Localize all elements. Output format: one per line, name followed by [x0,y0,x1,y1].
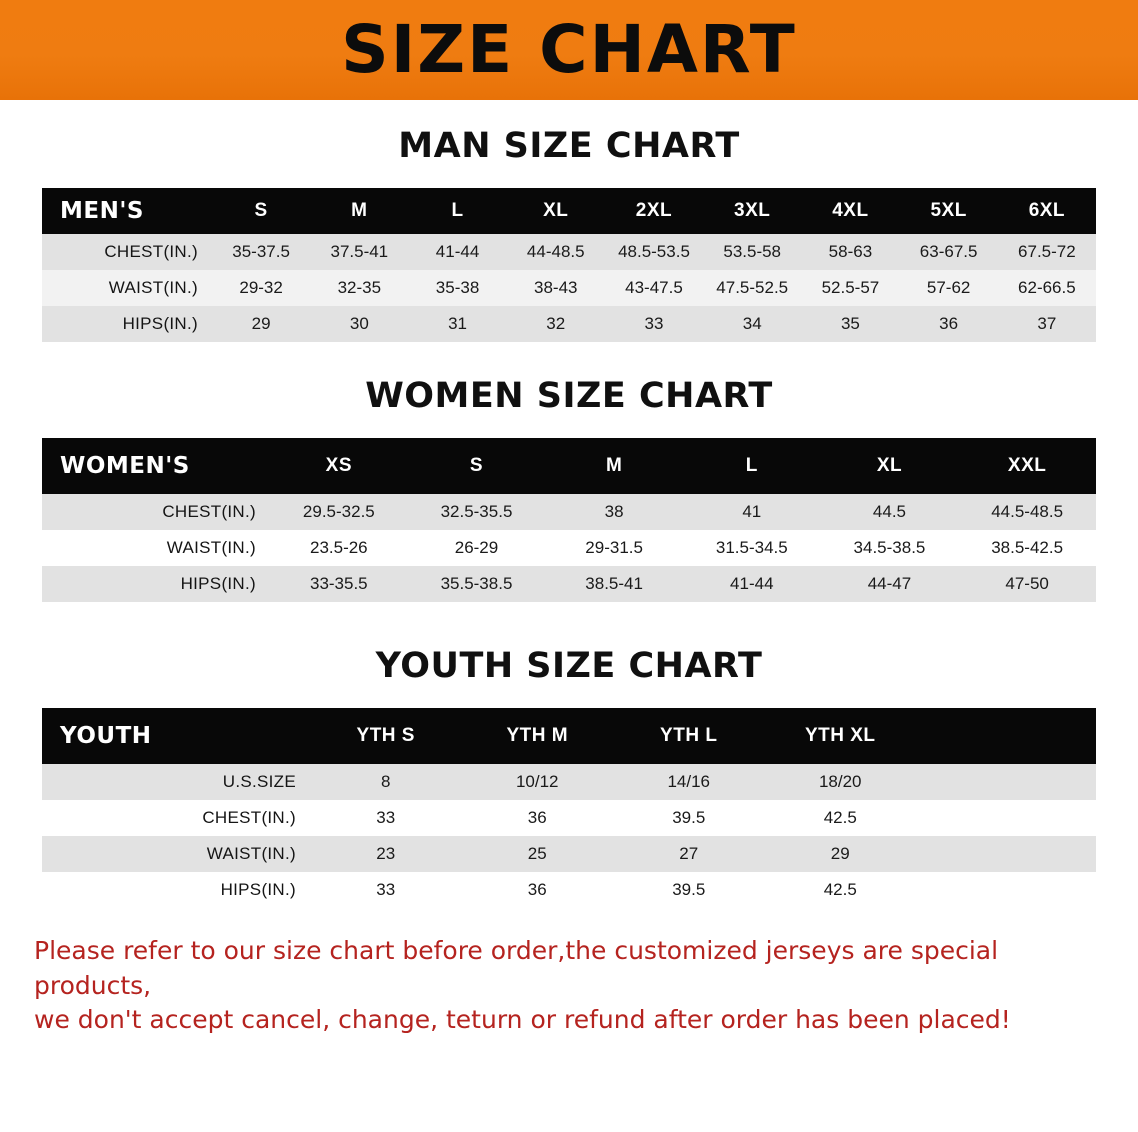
size-chart-banner [0,0,1138,100]
women-table-wrapper [42,438,1096,602]
youth-cell-3-3: 42.5 [823,880,857,899]
women-col-header-4: XL [876,455,903,476]
man-cell-2-0: 29 [251,314,271,333]
man-cell-2-7: 36 [939,314,959,333]
youth-col-header-spacer [916,708,1096,764]
women-cell-1-4: 34.5-38.5 [853,538,926,557]
youth-cell-1-3: 42.5 [823,808,857,827]
man-cell-0-5: 53.5-58 [723,242,782,261]
youth-cell-0-spacer [916,764,1096,800]
table-row [42,800,1096,836]
women-row-label-header: WOMEN'S [60,453,190,479]
youth-cell-3-1: 36 [527,880,547,899]
man-col-header-7: 5XL [930,200,967,221]
youth-cell-0-2: 14/16 [667,772,711,791]
man-cell-0-1: 37.5-41 [330,242,389,261]
youth-cell-2-2: 27 [679,844,699,863]
women-cell-0-0: 29.5-32.5 [302,502,375,521]
women-cell-2-4: 44-47 [867,574,912,593]
table-header-row [42,188,1096,234]
youth-cell-0-3: 18/20 [818,772,862,791]
man-table-header [42,188,1096,234]
women-section-title: WOMEN SIZE CHART [365,376,773,416]
table-row [42,494,1096,530]
man-col-header-4: 2XL [635,200,673,221]
women-cell-2-2: 38.5-41 [585,574,643,593]
man-col-header-0: S [254,200,268,221]
man-cell-1-1: 32-35 [337,278,382,297]
man-cell-2-6: 35 [840,314,860,333]
women-cell-0-1: 32.5-35.5 [440,502,513,521]
youth-section-title: YOUTH SIZE CHART [375,646,763,686]
youth-cell-1-0: 33 [376,808,396,827]
man-row-label-0: CHEST(IN.) [104,242,198,261]
youth-cell-1-1: 36 [527,808,547,827]
man-cell-0-4: 48.5-53.5 [618,242,690,261]
women-cell-0-4: 44.5 [872,502,906,521]
women-col-header-1: S [469,455,484,476]
man-cell-2-2: 31 [448,314,467,333]
youth-cell-2-spacer [916,836,1096,872]
women-row-label-2: HIPS(IN.) [180,574,256,593]
women-cell-2-1: 35.5-38.5 [440,574,513,593]
table-header-row [42,438,1096,494]
man-cell-1-5: 47.5-52.5 [716,278,789,297]
man-row-label-1: WAIST(IN.) [108,278,198,297]
man-cell-0-6: 58-63 [828,242,873,261]
youth-col-header-0: YTH S [356,725,415,746]
youth-cell-2-0: 23 [376,844,396,863]
women-cell-0-5: 44.5-48.5 [991,502,1064,521]
women-cell-1-0: 23.5-26 [309,538,368,557]
women-size-table [42,438,1096,602]
man-cell-2-4: 33 [644,314,664,333]
youth-cell-0-1: 10/12 [515,772,559,791]
man-row-label-header: MEN'S [60,198,144,224]
man-col-header-2: L [451,200,464,221]
man-size-table [42,188,1096,342]
man-cell-1-8: 62-66.5 [1018,278,1076,297]
youth-row-label-2: WAIST(IN.) [206,844,296,863]
youth-row-label-3: HIPS(IN.) [220,880,296,899]
women-cell-2-5: 47-50 [1005,574,1049,593]
youth-table-body [42,764,1096,908]
women-cell-2-3: 41-44 [730,574,774,593]
youth-table-header [42,708,1096,764]
youth-row-label-header: YOUTH [60,723,152,749]
man-cell-1-3: 38-43 [534,278,578,297]
women-table-header [42,438,1096,494]
man-col-header-5: 3XL [734,200,771,221]
women-row-label-1: WAIST(IN.) [166,538,256,557]
women-cell-1-3: 31.5-34.5 [715,538,788,557]
man-cell-2-3: 32 [546,314,566,333]
page-title: SIZE CHART [341,11,797,88]
youth-table-wrapper [42,708,1096,908]
women-col-header-5: XXL [1007,455,1047,476]
women-row-label-0: CHEST(IN.) [162,502,256,521]
man-col-header-6: 4XL [832,200,869,221]
man-cell-2-1: 30 [349,314,369,333]
women-cell-1-5: 38.5-42.5 [991,538,1064,557]
youth-cell-3-0: 33 [376,880,396,899]
man-row-label-2: HIPS(IN.) [122,314,198,333]
man-table-body [42,234,1096,342]
table-row [42,566,1096,602]
women-cell-2-0: 33-35.5 [309,574,368,593]
women-cell-1-1: 26-29 [454,538,499,557]
man-cell-0-7: 63-67.5 [919,242,978,261]
youth-cell-2-1: 25 [527,844,547,863]
man-cell-0-8: 67.5-72 [1018,242,1076,261]
disclaimer-line-2: we don't accept cancel, change, teturn or refund after order has been placed! [34,1005,1011,1034]
man-col-header-3: XL [543,200,569,221]
women-col-header-2: M [605,455,623,476]
table-row [42,306,1096,342]
man-cell-2-5: 34 [742,314,762,333]
youth-cell-1-2: 39.5 [672,808,706,827]
man-cell-1-2: 35-38 [435,278,480,297]
man-cell-1-7: 57-62 [926,278,971,297]
man-col-header-8: 6XL [1028,200,1066,221]
man-col-header-1: M [351,200,368,221]
youth-cell-2-3: 29 [830,844,850,863]
youth-cell-0-0: 8 [381,772,391,791]
women-col-header-0: XS [325,455,352,476]
youth-cell-1-spacer [916,800,1096,836]
table-row [42,234,1096,270]
man-cell-0-2: 41-44 [435,242,480,261]
youth-row-label-1: CHEST(IN.) [202,808,296,827]
youth-col-header-1: YTH M [506,725,569,746]
man-cell-2-8: 37 [1037,314,1057,333]
disclaimer-line-1: Please refer to our size chart before order,the customized jerseys are special products, [34,936,999,1000]
man-cell-1-6: 52.5-57 [821,278,880,297]
youth-cell-3-spacer [916,872,1096,908]
youth-size-table [42,708,1096,908]
man-cell-0-0: 35-37.5 [232,242,290,261]
women-table-body [42,494,1096,602]
man-cell-0-3: 44-48.5 [526,242,585,261]
women-cell-0-3: 41 [742,502,762,521]
table-header-row [42,708,1096,764]
table-row [42,270,1096,306]
women-cell-0-2: 38 [604,502,624,521]
man-cell-1-0: 29-32 [239,278,283,297]
women-col-header-3: L [745,455,758,476]
disclaimer-note [34,934,1104,1038]
man-table-wrapper [42,188,1096,342]
youth-cell-3-2: 39.5 [672,880,706,899]
youth-row-label-0: U.S.SIZE [222,772,296,791]
table-row [42,872,1096,908]
youth-col-header-2: YTH L [660,725,718,746]
youth-col-header-3: YTH XL [804,725,876,746]
man-cell-1-4: 43-47.5 [625,278,683,297]
man-section-title: MAN SIZE CHART [398,126,740,166]
women-cell-1-2: 29-31.5 [585,538,643,557]
table-row [42,836,1096,872]
table-row [42,764,1096,800]
table-row [42,530,1096,566]
